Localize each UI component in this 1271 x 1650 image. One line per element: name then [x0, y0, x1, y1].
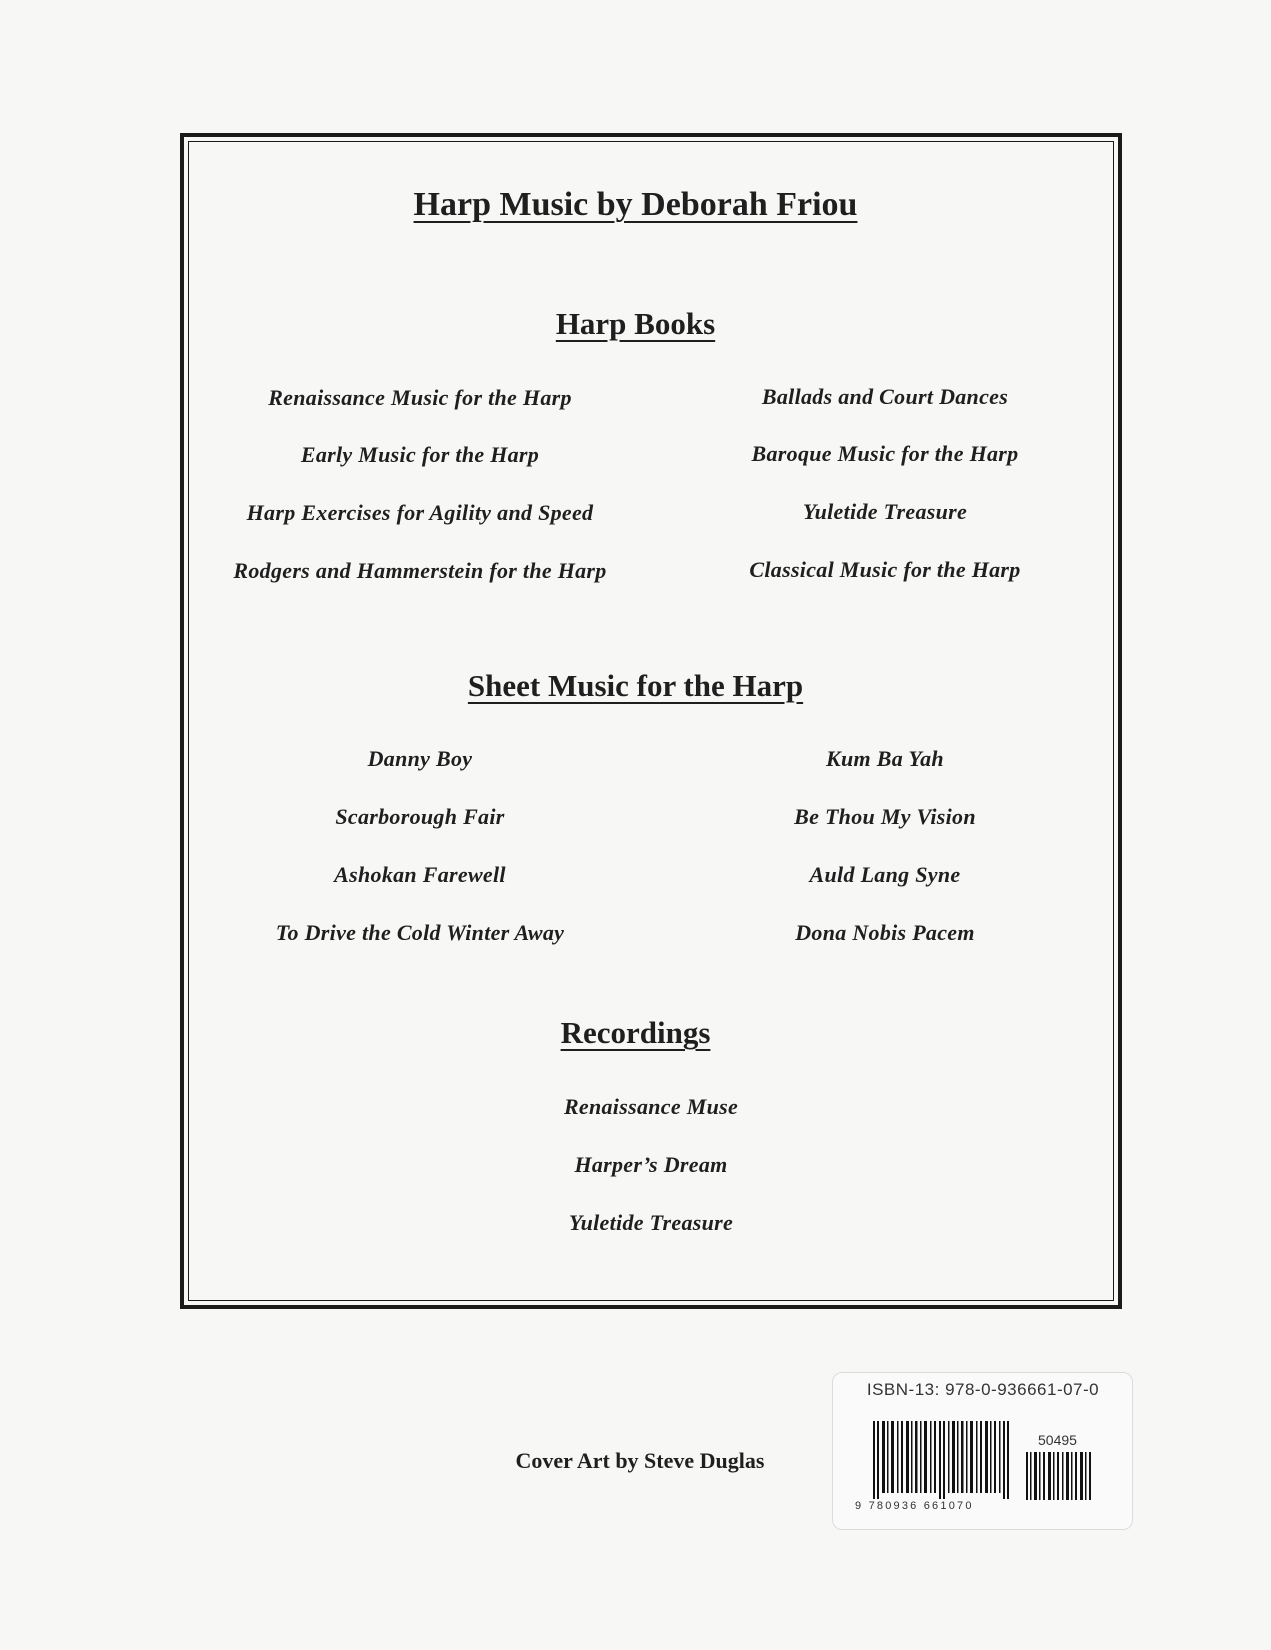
recording-item: Renaissance Muse	[563, 1094, 739, 1119]
page-title: Harp Music by Deborah Friou	[413, 186, 858, 223]
recording-item: Harper’s Dream	[574, 1152, 728, 1177]
isbn-text: ISBN-13: 978-0-936661-07-0	[866, 1380, 1100, 1399]
book-item: Baroque Music for the Harp	[751, 441, 1019, 466]
sheet-music-item: To Drive the Cold Winter Away	[275, 920, 565, 945]
barcode-digits: 9 780936 661070	[855, 1500, 974, 1512]
book-item: Harp Exercises for Agility and Speed	[246, 500, 594, 525]
book-item: Ballads and Court Dances	[761, 384, 1009, 409]
book-item: Classical Music for the Harp	[749, 557, 1021, 582]
sheet-music-item: Scarborough Fair	[335, 804, 505, 829]
book-item: Yuletide Treasure	[802, 499, 968, 524]
sheet-music-item: Be Thou My Vision	[794, 804, 976, 829]
sheet-music-item: Auld Lang Syne	[809, 862, 961, 887]
price-code: 50495	[1038, 1432, 1077, 1448]
recording-item: Yuletide Treasure	[568, 1210, 734, 1235]
sheet-music-item: Kum Ba Yah	[826, 746, 944, 771]
book-item: Early Music for the Harp	[300, 442, 540, 467]
book-item: Renaissance Music for the Harp	[268, 385, 572, 410]
cover-art-credit: Cover Art by Steve Duglas	[515, 1448, 765, 1473]
sheet-music-heading: Sheet Music for the Harp	[467, 668, 804, 703]
sheet-music-item: Ashokan Farewell	[334, 862, 506, 887]
harp-books-heading: Harp Books	[555, 306, 716, 341]
price-barcode-icon	[1026, 1452, 1098, 1500]
sheet-music-item: Dona Nobis Pacem	[795, 920, 975, 945]
recordings-heading: Recordings	[560, 1015, 711, 1050]
book-item: Rodgers and Hammerstein for the Harp	[233, 558, 607, 583]
sheet-music-item: Danny Boy	[367, 746, 473, 771]
ean-barcode-icon	[873, 1421, 1018, 1499]
